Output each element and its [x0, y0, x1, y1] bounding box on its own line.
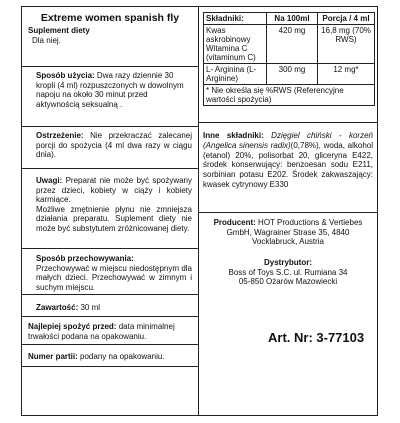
section-divider — [21, 66, 199, 67]
content-text: 30 ml — [78, 303, 101, 312]
producer-text: HOT Productions & Vertiebes GmbH, Wagrainer Strase 35, 4840 Vocklabruck, Austria — [226, 218, 363, 247]
table-footnote: * Nie określa się %RWS (Referencyjne wartości spożycia) — [204, 85, 375, 106]
ingredients-heading: Inne składniki: — [203, 131, 264, 140]
content-section — [28, 303, 192, 313]
usage-section — [28, 71, 192, 109]
distributor-section — [203, 258, 373, 287]
warning-section — [28, 131, 192, 160]
warning-heading: Ostrzeżenie: — [36, 131, 84, 140]
product-title: Extreme women spanish fly — [40, 12, 180, 24]
ingredients-text: (0,78%), woda, alkohol (etanol) 20%, polisorbat 20, gliceryna E422, środek konserwujący: benzoesan sodu E211, sorbinian potasu E202. Środek zakwaszający: kwasek cytrynowy E330 — [203, 140, 373, 189]
best-before-section — [28, 322, 192, 341]
section-divider — [21, 168, 199, 169]
best-before-heading: Najlepiej spożyć przed: — [28, 322, 117, 331]
nutrition-table — [203, 12, 375, 106]
section-divider — [21, 248, 199, 249]
row-name: Kwas askrobinowy Witamina C (vitaminum C) — [204, 25, 267, 64]
producer-heading: Producent: — [213, 218, 256, 227]
product-target: Dla niej. — [32, 35, 61, 45]
section-divider — [198, 212, 378, 213]
table-row — [204, 25, 375, 64]
distributor-line-1: Boss of Toys S.C. ul. Rumiana 34 — [228, 267, 348, 277]
section-divider — [21, 366, 199, 367]
batch-heading: Numer partii: — [28, 352, 78, 361]
notes-section — [28, 176, 192, 234]
col-portion: Porcja / 4 ml — [318, 13, 375, 25]
section-divider — [198, 122, 378, 123]
batch-section — [28, 352, 192, 362]
warning-text: Nie przekraczać zalecanej porcji do spożycia (4 ml dwa razy w ciągu dnia). — [36, 131, 192, 160]
table-footnote-row — [204, 85, 375, 106]
producer-section — [203, 218, 373, 247]
section-divider — [21, 316, 199, 317]
left-column — [24, 12, 196, 45]
distributor-line-2: 05-850 Ożarów Mazowiecki — [238, 277, 338, 287]
section-divider — [21, 294, 199, 295]
storage-text: Przechowywać w miejscu niedostępnym dla małych dzieci. Przechowywać w zimnym i suchym miejscu. — [36, 263, 192, 292]
row-name: L- Arginina (L-Arginine) — [204, 64, 267, 85]
ingredients-italic: Dzięgiel chiński - korzeń (Angelica sinensis radix) — [203, 131, 373, 150]
best-before-text: data minimalnej trwałości podana na opakowaniu. — [28, 322, 175, 341]
notes-text-2: Możliwe zmętnienie płynu nie zmniejsza działania preparatu. Suplement diety nie może być substytutem zróżnicowanej diety. — [36, 204, 192, 233]
storage-section — [28, 254, 192, 292]
table-header-row — [204, 13, 375, 25]
distributor-heading: Dystrybutor: — [263, 258, 312, 267]
notes-text-1: Preparat nie może być spożywany przez dzieci, kobiety w ciąży i kobiety karmiące. — [36, 176, 192, 205]
row-portion: 16,8 mg (70% RWS) — [318, 25, 375, 64]
batch-text: podany na opakowaniu. — [77, 352, 165, 361]
usage-text: Dwa razy dziennie 30 kropli (4 ml) rozpuszczonych w dowolnym napoju na około 30 minut przed aktywnością seksualną . — [36, 71, 184, 109]
col-per100: Na 100ml — [267, 13, 318, 25]
table-row — [204, 64, 375, 85]
row-portion: 12 mg* — [318, 64, 375, 85]
section-divider — [21, 126, 199, 127]
notes-heading: Uwagi: — [36, 176, 63, 185]
column-divider — [198, 6, 199, 416]
storage-heading: Sposób przechowywania: — [36, 254, 134, 263]
row-per100: 300 mg — [267, 64, 318, 85]
col-ingredients: Składniki: — [204, 13, 267, 25]
content-heading: Zawartość: — [36, 303, 79, 312]
article-number: Art. Nr: 3-77103 — [268, 330, 365, 345]
ingredients-section — [203, 131, 373, 190]
usage-heading: Sposób użycia: — [36, 71, 95, 80]
section-divider — [21, 344, 199, 345]
product-subtitle: Suplement diety — [28, 26, 90, 35]
row-per100: 420 mg — [267, 25, 318, 64]
